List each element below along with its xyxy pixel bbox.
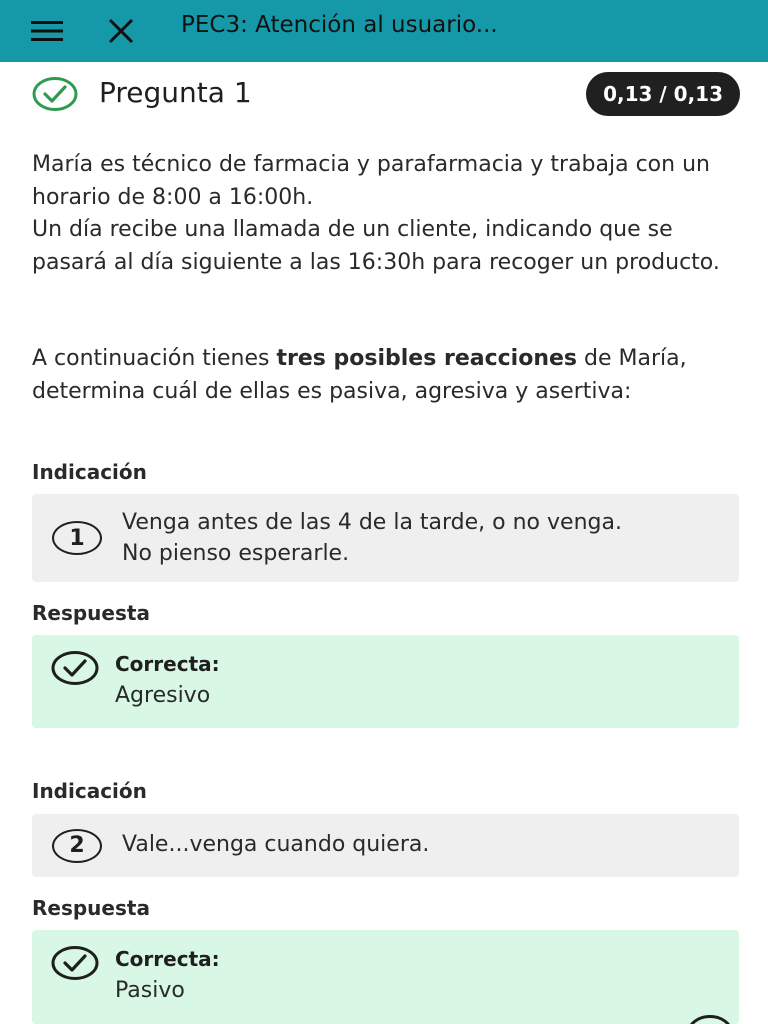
hint-number: 2 — [52, 829, 102, 863]
answer-label: Respuesta — [32, 896, 150, 920]
question-header — [32, 72, 740, 118]
hint-box — [32, 494, 739, 582]
question-text-line: María es técnico de farmacia y parafarmacia y trabaja con un horario de 8:00 a 16:00h. — [32, 152, 710, 210]
hint-text — [122, 507, 622, 569]
answer-box — [32, 635, 739, 728]
hint-text — [122, 829, 429, 860]
question-instructions — [32, 343, 744, 408]
hint-box — [32, 814, 739, 877]
close-icon — [108, 18, 134, 44]
instructions-text: A continuación tienes — [32, 346, 277, 371]
score-badge: 0,13 / 0,13 — [586, 72, 740, 116]
check-circle-icon — [51, 650, 99, 686]
answer-box — [32, 930, 739, 1024]
question-text — [32, 149, 744, 279]
check-circle-icon — [51, 945, 99, 981]
question-title: Pregunta 1 — [99, 76, 252, 109]
answer-status: Correcta: — [115, 652, 220, 676]
hint-text-line: Venga antes de las 4 de la tarde, o no venga. — [122, 510, 622, 535]
answer-status: Correcta: — [115, 947, 220, 971]
hint-text-line: Vale...venga cuando quiera. — [122, 832, 430, 857]
question-text-line: Un día recibe una llamada de un cliente, indicando que se pasará al día siguiente a las 16:30h para recoger un producto. — [32, 217, 720, 275]
answer-value: Pasivo — [115, 978, 185, 1003]
instructions-text: de María, determina cuál de ellas es pasiva, agresiva y asertiva: — [32, 346, 687, 404]
answer-label: Respuesta — [32, 601, 150, 625]
circle-icon — [686, 1014, 734, 1024]
instructions-bold: tres posibles reacciones — [276, 346, 578, 371]
hint-number: 1 — [52, 521, 102, 555]
hint-label: Indicación — [32, 460, 147, 484]
close-button[interactable] — [99, 9, 143, 53]
hint-label: Indicación — [32, 779, 147, 803]
menu-button[interactable] — [25, 9, 69, 53]
hamburger-menu-icon — [31, 19, 63, 43]
hint-text-line: No pienso esperarle. — [122, 541, 350, 566]
check-circle-icon — [32, 76, 78, 112]
top-app-bar — [0, 0, 768, 62]
quiz-title: PEC3: Atención al usuario... — [181, 12, 498, 38]
answer-value: Agresivo — [115, 683, 211, 708]
